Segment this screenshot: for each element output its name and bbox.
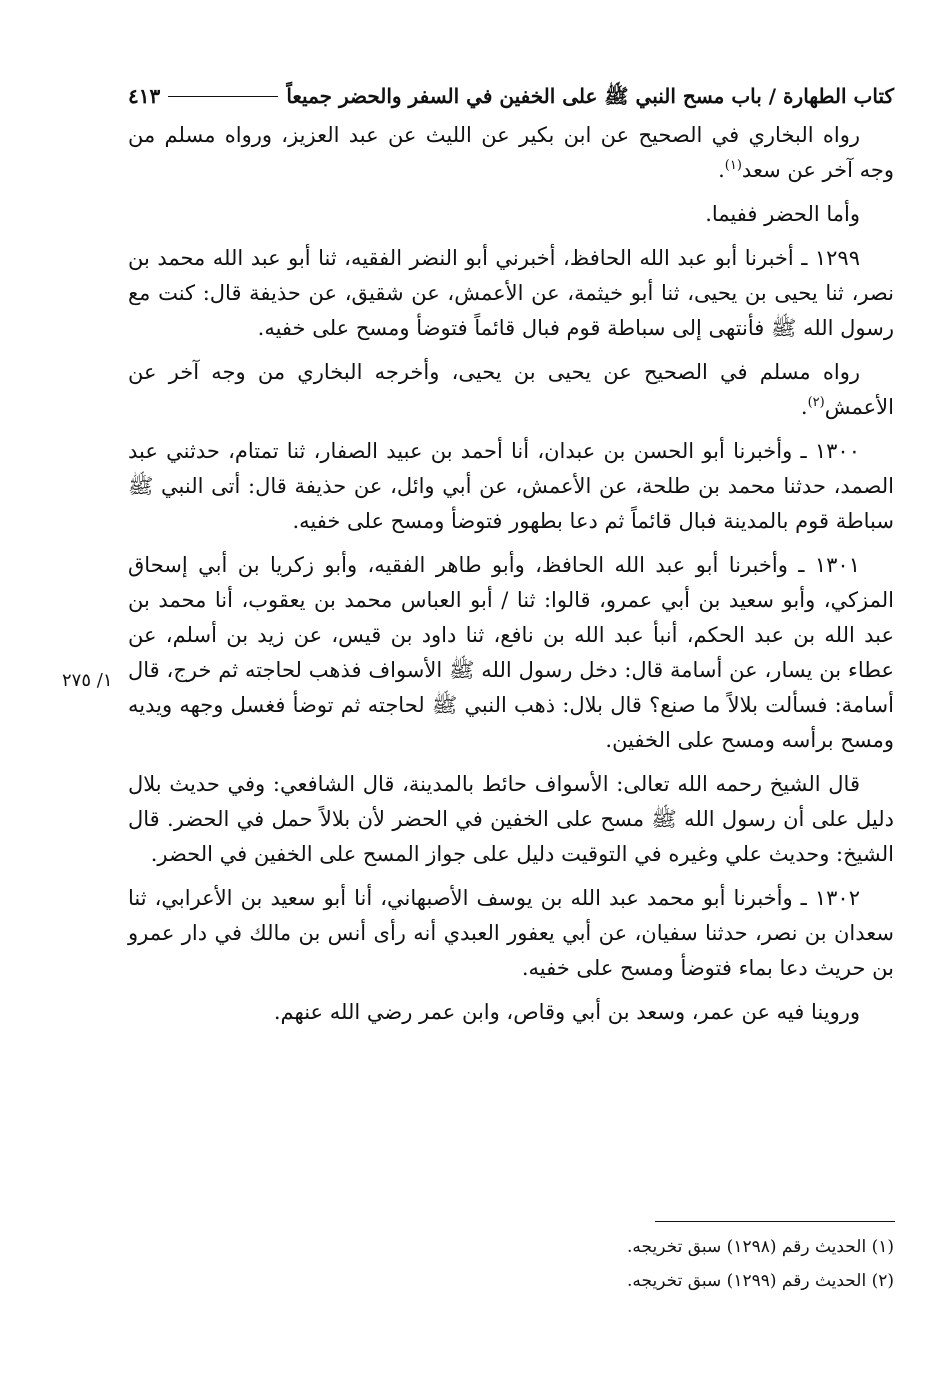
paragraph-1: رواه البخاري في الصحيح عن ابن بكير عن الليث عن عبد العزيز، ورواه مسلم من وجه آخر عن سعد$^{(١)}$.	[128, 123, 894, 182]
header-rule	[168, 96, 278, 97]
footnote-2: (٢) الحديث رقم (١٢٩٩) سبق تخريجه.	[627, 1271, 894, 1291]
hadith-1300: ١٣٠٠ ـ وأخبرنا أبو الحسن بن عبدان، أنا أحمد بن عبيد الصفار، ثنا تمتام، حدثني عبد الصمد، حدثنا محمد بن طلحة، عن الأعمش، عن أبي وائل، عن حذيفة قال: أتى النبي ﷺ سباطة قوم بالمدينة فبال قائماً ثم دعا بطهور فتوضأ ومسح على خفيه.	[128, 439, 894, 533]
footnotes	[500, 1232, 894, 1300]
footnote-divider	[655, 1221, 895, 1222]
hadith-1302: ١٣٠٢ ـ وأخبرنا أبو محمد عبد الله بن يوسف الأصبهاني، أنا أبو سعيد بن الأعرابي، ثنا سعدان بن نصر، حدثنا سفيان، عن أبي يعفور العبدي أنه رأى أنس بن مالك في دار عمرو بن حريث دعا بماء فتوضأ ومسح على خفيه.	[128, 886, 894, 980]
margin-reference: ١/ ٢٧٥	[62, 670, 113, 691]
footnote-ref-1[interactable]: (١)	[724, 158, 742, 173]
hadith-1299: ١٢٩٩ ـ أخبرنا أبو عبد الله الحافظ، أخبرني أبو النضر الفقيه، ثنا أبو عبد الله محمد بن نصر، ثنا يحيى بن يحيى، ثنا أبو خيثمة، عن الأعمش، عن شقيق، عن حذيفة قال: كنت مع رسول الله ﷺ فأنتهى إلى سباطة قوم فبال قائماً فتوضأ ومسح على خفيه.	[128, 246, 894, 340]
commentary-paragraph: قال الشيخ رحمه الله تعالى: الأسواف حائط بالمدينة، قال الشافعي: وفي حديث بلال دليل على أن رسول الله ﷺ مسح على الخفين في الحضر لأن بلالاً حمل في الحضر. قال الشيخ: وحديث علي وغيره في التوقيت دليل على جواز المسح على الخفين في الحضر.	[128, 772, 894, 866]
paragraph-2: وأما الحضر ففيما.	[705, 202, 860, 226]
hadith-1301: ١٣٠١ ـ وأخبرنا أبو عبد الله الحافظ، وأبو طاهر الفقيه، وأبو زكريا بن أبي إسحاق المزكي، وأبو سعيد بن أبي عمرو، قالوا: ثنا / أبو العباس محمد بن يعقوب، أنا محمد بن عبد الله بن عبد الحكم، أنبأ عبد الله بن نافع، ثنا داود بن قيس، عن زيد بن أسلم، عن عطاء بن يسار، عن أسامة قال: دخل رسول الله ﷺ الأسواف فذهب لحاجته ثم خرج، قال أسامة: فسألت بلالاً ما صنع؟ قال بلال: ذهب النبي ﷺ لحاجته ثم توضأ فغسل وجهه ويديه ومسح برأسه ومسح على الخفين.	[128, 553, 894, 752]
paragraph-4: رواه مسلم في الصحيح عن يحيى بن يحيى، وأخرجه البخاري من وجه آخر عن الأعمش$^{(٢)}$.	[128, 360, 894, 419]
footnote-1: (١) الحديث رقم (١٢٩٨) سبق تخريجه.	[627, 1237, 894, 1257]
closing-paragraph: وروينا فيه عن عمر، وسعد بن أبي وقاص، وابن عمر رضي الله عنهم.	[273, 1000, 860, 1024]
footnote-ref-2[interactable]: (٢)	[807, 395, 825, 410]
page-number: ٤١٣	[128, 84, 161, 108]
chapter-title: كتاب الطهارة / باب مسح النبي ﷺ على الخفين في السفر والحضر جميعاً	[286, 84, 894, 108]
running-header	[128, 74, 894, 118]
book-page	[128, 74, 894, 1039]
